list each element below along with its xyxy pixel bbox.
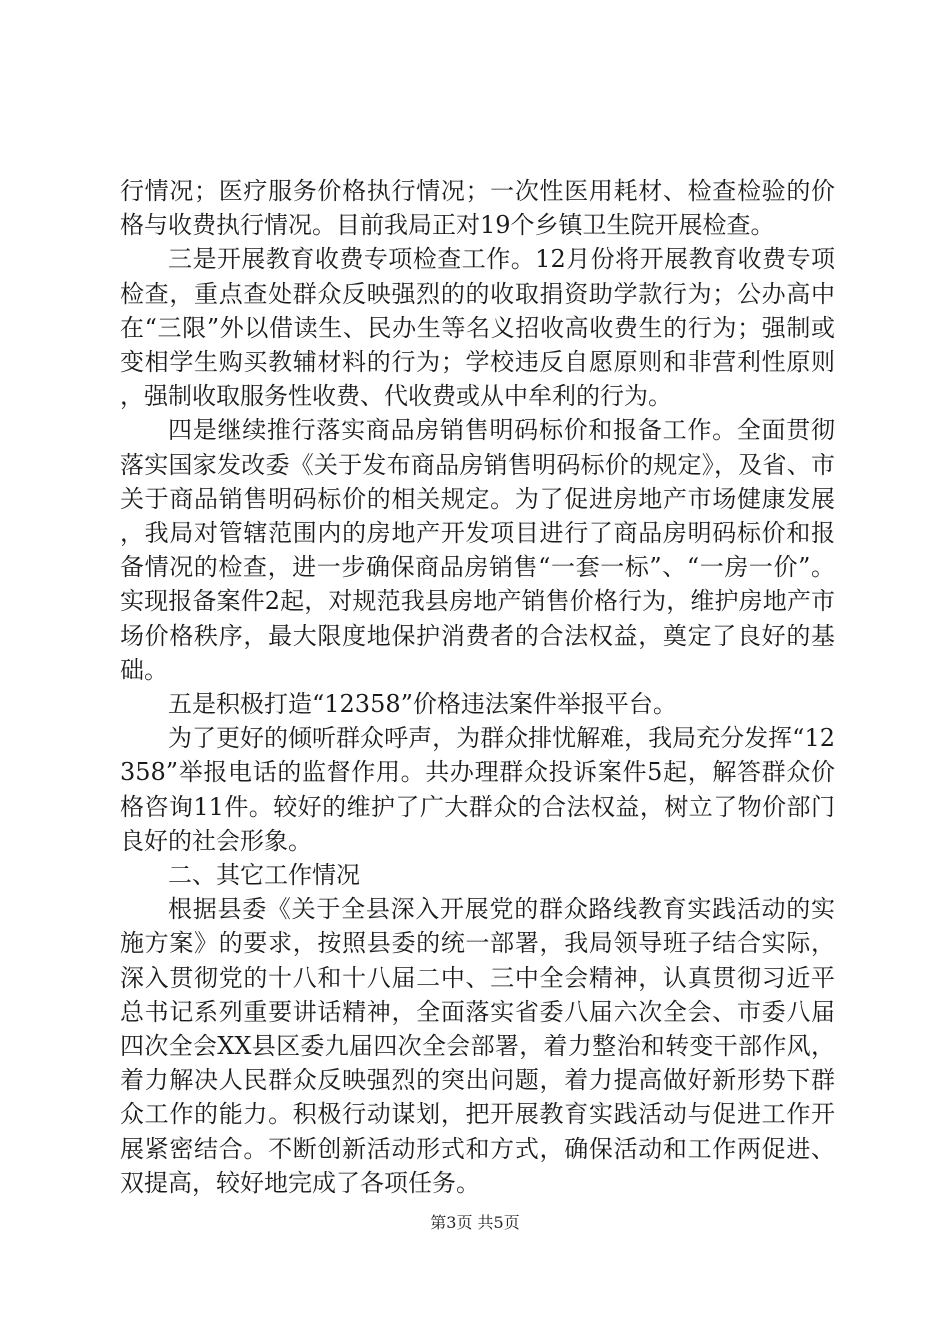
- page-footer: 第3页 共5页: [430, 1213, 520, 1232]
- document-body: [120, 174, 835, 1200]
- paragraph-12358-platform-heading: 五是积极打造“12358”价格违法案件举报平台。: [168, 690, 677, 719]
- paragraph-housing-price-marking: 四是继续推行落实商品房销售明码标价和报备工作。全面贯彻落实国家发改委《关于发布商品房销售明码标价的规定》，及省、市关于商品销售明码标价的相关规定。为了促进房地产市场健康发展，我局对管辖范围内的房地产开发项目进行了商品房明码标价和报备情况的检查，进一步确保商品房销售“一套一标”、“一房一价”。实现报备案件2起，对规范我县房地产销售价格行为，维护房地产市场价格秩序，最大限度地保护消费者的合法权益，奠定了良好的基础。: [120, 416, 835, 684]
- paragraph-education-fee-check: 三是开展教育收费专项检查工作。12月份将开展教育收费专项检查，重点查处群众反映强烈的的收取捐资助学款行为；公办高中在“三限”外以借读生、民办生等名义招收高收费生的行为；强制或变相学生购买教辅材料的行为；学校违反自愿原则和非营利性原则，强制收取服务性收费、代收费或从中牟利的行为。: [120, 245, 835, 411]
- paragraph-continuation: 行情况；医疗服务价格执行情况；一次性医用耗材、检查检验的价格与收费执行情况。目前我局正对19个乡镇卫生院开展检查。: [120, 177, 835, 240]
- paragraph-12358-platform-detail: 为了更好的倾听群众呼声，为群众排忧解难，我局充分发挥“12358”举报电话的监督作用。共办理群众投诉案件5起，解答群众价格咨询11件。较好的维护了广大群众的合法权益，树立了物价部门良好的社会形象。: [120, 724, 835, 855]
- section-heading-other-work: 二、其它工作情况: [168, 861, 360, 890]
- paragraph-other-work-detail: 根据县委《关于全县深入开展党的群众路线教育实践活动的实施方案》的要求，按照县委的统一部署，我局领导班子结合实际，深入贯彻党的十八和十八届二中、三中全会精神，认真贯彻习近平总书记系列重要讲话精神，全面落实省委八届六次全会、市委八届四次全会XX县区委九届四次全会部署，着力整治和转变干部作风，着力解决人民群众反映强烈的突出问题，着力提高做好新形势下群众工作的能力。积极行动谋划，把开展教育实践活动与促进工作开展紧密结合。不断创新活动形式和方式，确保活动和工作两促进、双提高，较好地完成了各项任务。: [120, 895, 835, 1197]
